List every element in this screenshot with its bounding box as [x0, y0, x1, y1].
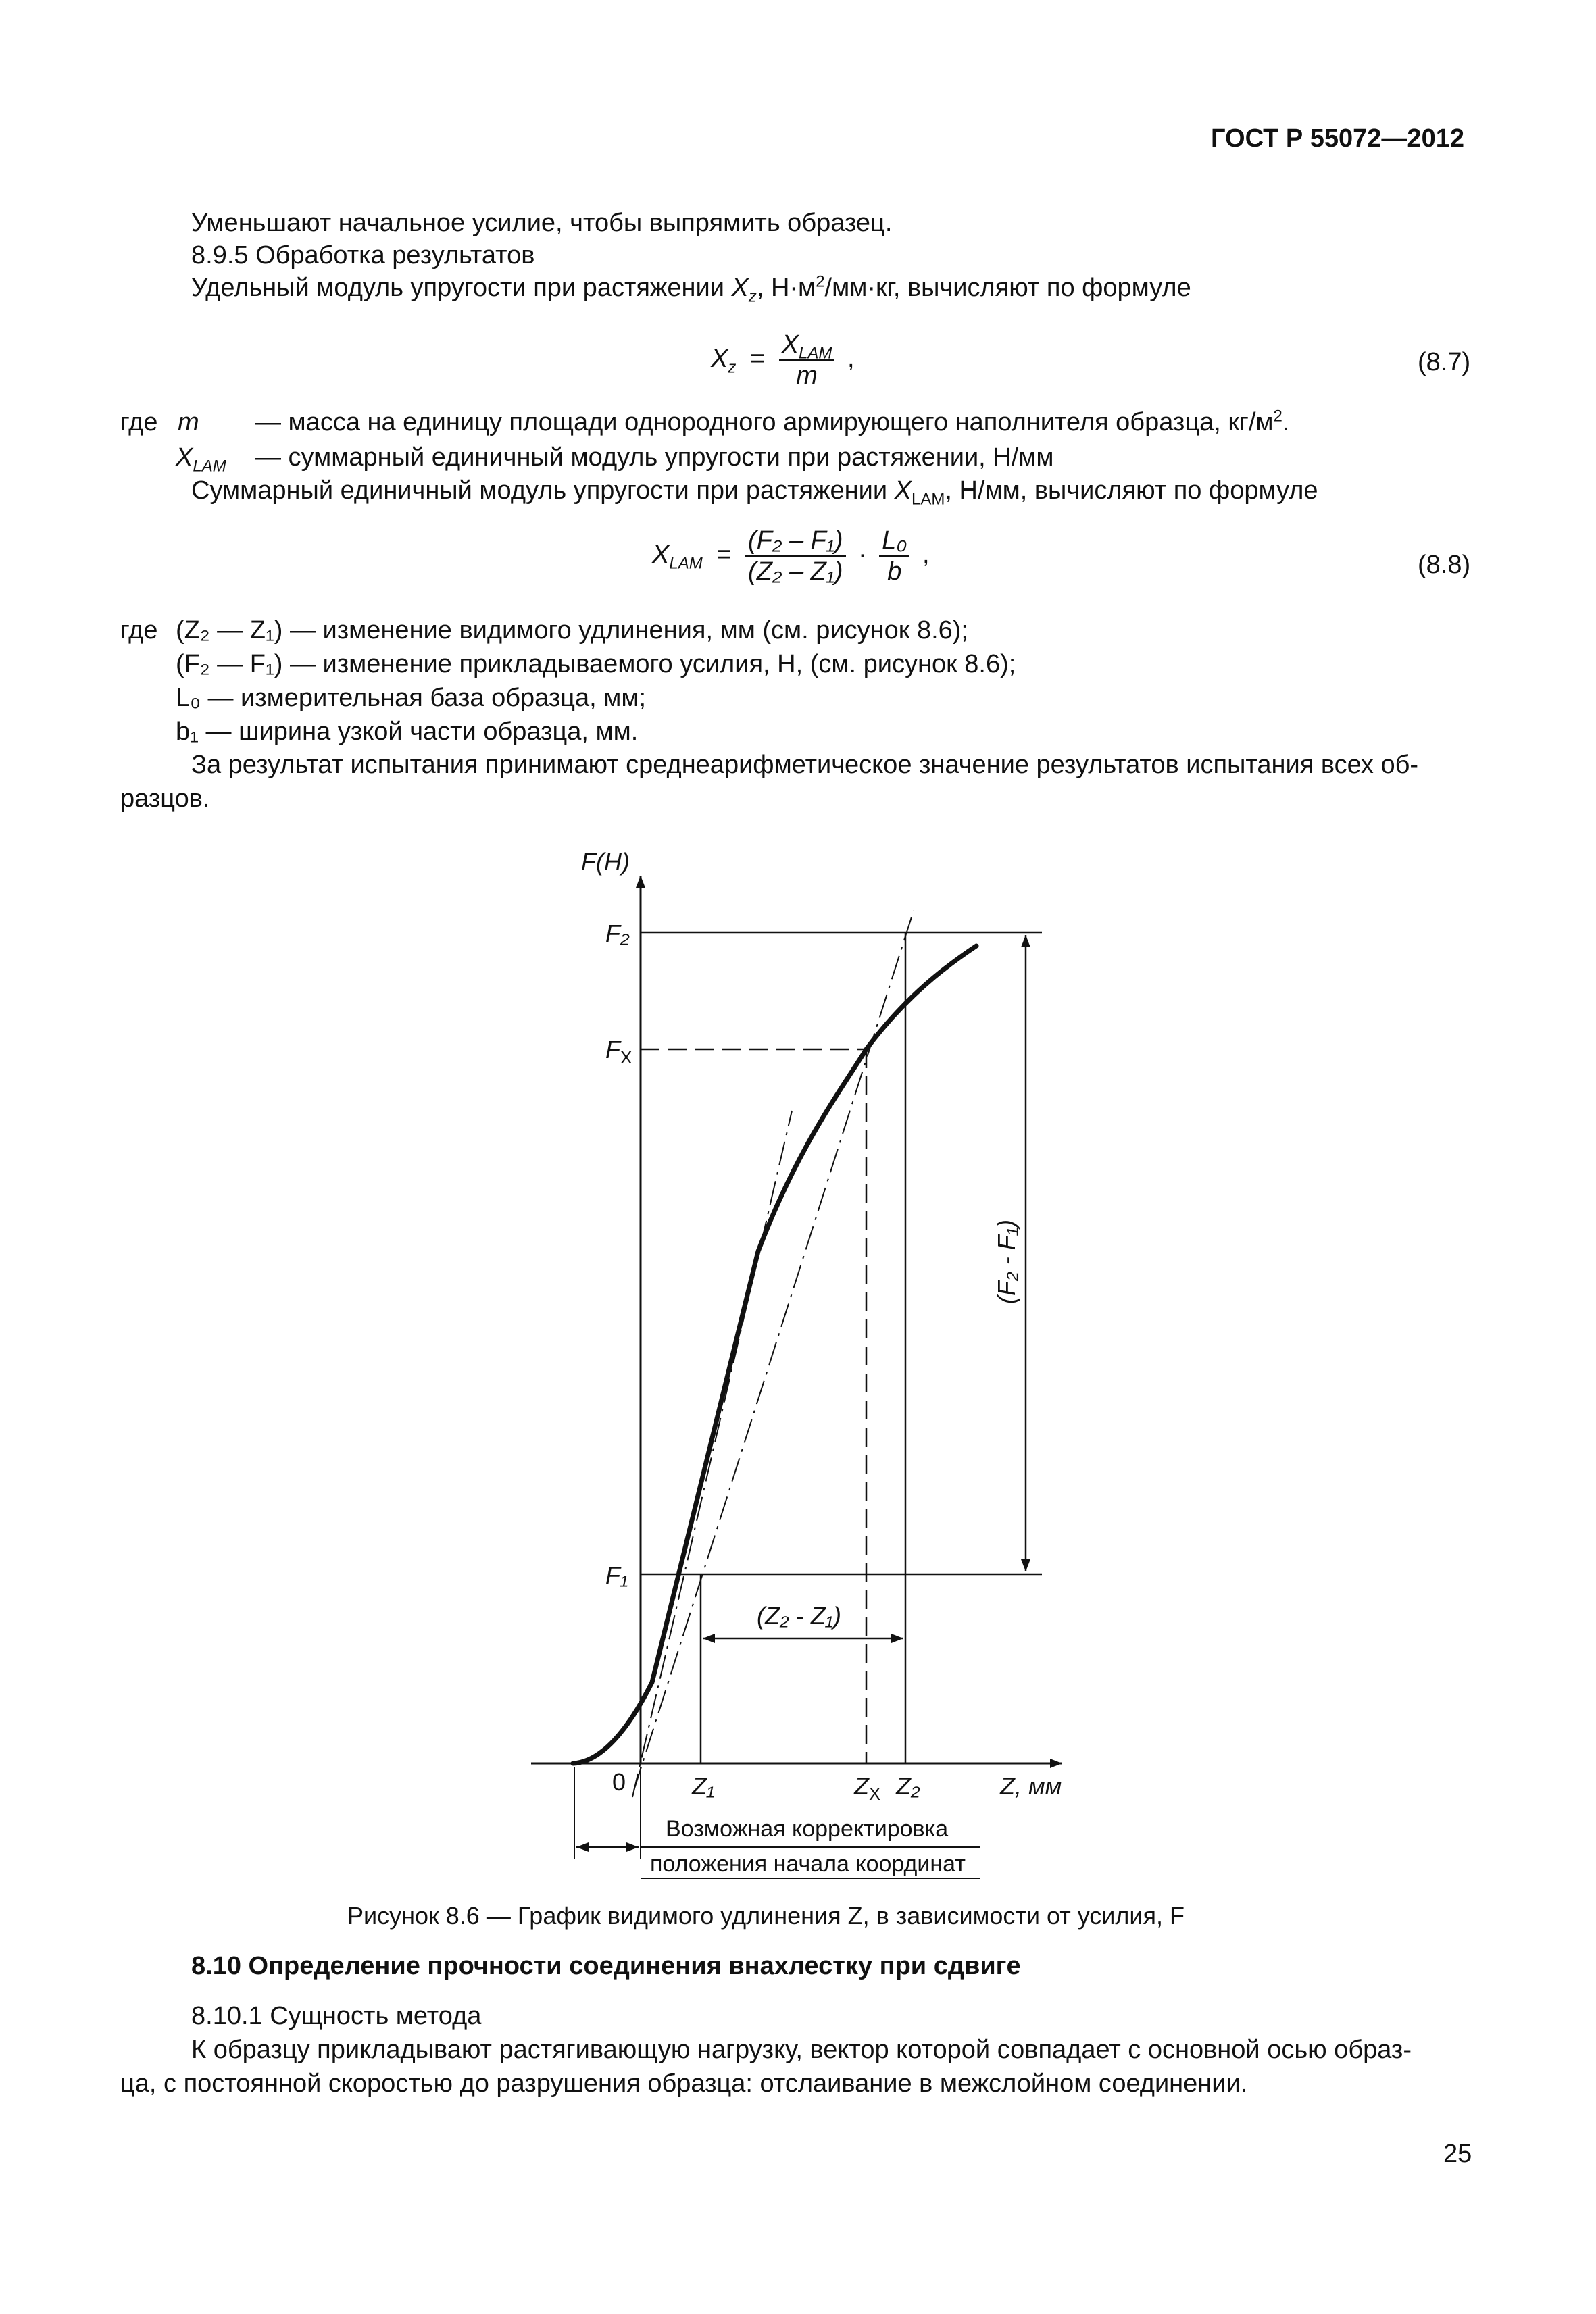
section-8-10-1: 8.10.1 Сущность метода: [191, 2002, 482, 2030]
section-8-10-heading: 8.10 Определение прочности соединения внахлестку при сдвиге: [191, 1952, 1021, 1980]
tangent-line: [632, 1111, 792, 1797]
definition-delta-z: (Z₂ — Z₁) — изменение видимого удлинения, мм (см. рисунок 8.6);: [176, 616, 968, 645]
label-z1: Z₁: [692, 1772, 715, 1800]
symbol-x-lam: $X_{LAM}$: [176, 443, 226, 476]
definition-m: — масса на единицу площади однородного армирующего наполнителя образца, $кг/м^2$.: [255, 407, 1290, 436]
label-df: (F₂ - F₁): [993, 1219, 1020, 1304]
load-curve: [573, 946, 976, 1763]
label-z2: Z₂: [896, 1772, 920, 1800]
paragraph-specific-modulus: Удельный модуль упругости при растяжении $X_z$, $Н\cdot м^2/мм\cdot кг$, вычисляют по формуле: [191, 272, 1191, 306]
where-label: где: [120, 408, 158, 436]
paragraph-result-line1: За результат испытания принимают среднеарифметическое значение результатов испытания всех об-: [191, 751, 1419, 779]
equation-8-8: $X_{LAM}$ = $\frac{\text{(F₂ – F₁)}}{\text{(Z₂ – Z₁)}}$ · $\frac{\text{L₀}}{b}$ ,: [652, 526, 930, 586]
x-axis-label: Z, мм: [1000, 1772, 1062, 1800]
equation-8-7-number: (8.7): [1418, 348, 1471, 376]
paragraph-result-line2: разцов.: [120, 784, 210, 813]
correction-label-line2: положения начала координат: [650, 1851, 966, 1877]
definition-b1: b₁ — ширина узкой части образца, мм.: [176, 718, 639, 746]
label-f2: F₂: [605, 920, 630, 947]
label-dz: (Z₂ - Z₁): [757, 1602, 842, 1630]
definition-l0: L₀ — измерительная база образца, мм;: [176, 684, 647, 712]
paragraph-total-modulus: Суммарный единичный модуль упругости при растяжении $X_{LAM}$, Н/мм, вычисляют по формуле: [191, 476, 1318, 509]
page-number: 25: [1443, 2140, 1472, 2168]
definition-x-lam: — суммарный единичный модуль упругости при растяжении, Н/мм: [255, 443, 1054, 472]
paragraph-method-line2: ца, с постоянной скоростью до разрушения образца: отслаивание в межслойном соединении.: [120, 2069, 1248, 2098]
y-axis-label: F(H): [581, 848, 630, 876]
symbol-m: m: [178, 408, 199, 436]
label-origin: 0: [612, 1768, 626, 1796]
document-header: ГОСТ Р 55072—2012: [1211, 124, 1464, 153]
equation-8-8-number: (8.8): [1418, 551, 1471, 579]
correction-label-line1: Возможная корректировка: [666, 1816, 949, 1842]
label-fx: $F_X$: [605, 1036, 632, 1067]
figure-caption: Рисунок 8.6 — График видимого удлинения Z, в зависимости от усилия, F: [347, 1902, 1185, 1930]
equation-8-7: $X_z$ = $\frac{X_{LAM}}{m}$ ,: [711, 330, 855, 390]
definition-delta-f: (F₂ — F₁) — изменение прикладываемого усилия, Н, (см. рисунок 8.6);: [176, 650, 1016, 678]
section-8-9-5: 8.9.5 Обработка результатов: [191, 241, 535, 270]
where-label-2: где: [120, 616, 158, 645]
label-zx: $Z_X$: [854, 1772, 881, 1804]
paragraph-method-line1: К образцу прикладывают растягивающую нагрузку, вектор которой совпадает с основной осью образ-: [191, 2036, 1412, 2064]
paragraph-reduce-force: Уменьшают начальное усилие, чтобы выпрямить образец.: [191, 209, 893, 237]
label-f1: F₁: [605, 1561, 628, 1589]
